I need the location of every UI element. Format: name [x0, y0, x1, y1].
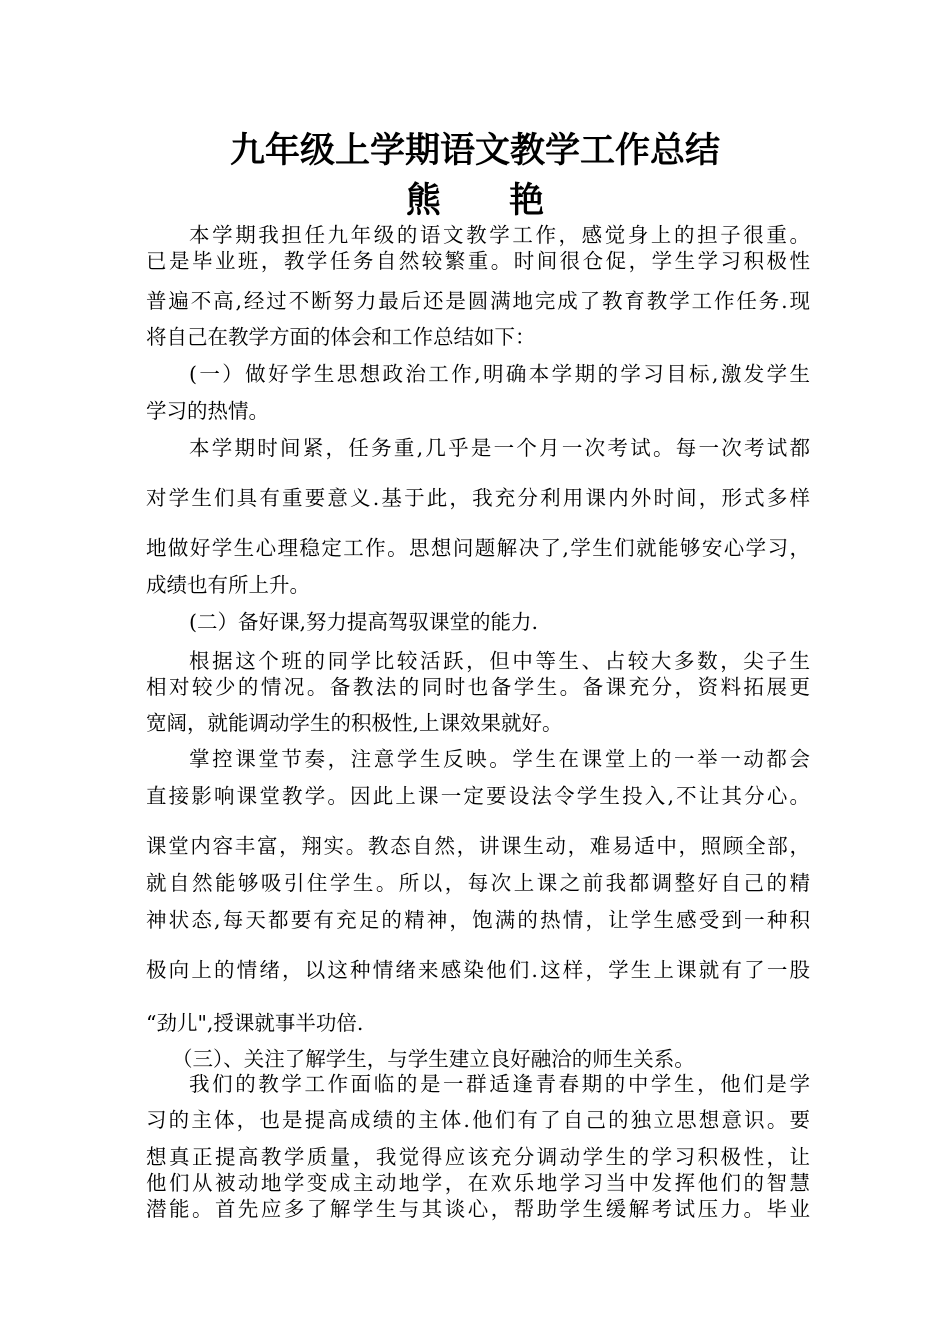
section-heading-line: 学习的热情。: [146, 399, 269, 423]
section-heading-line: (二）备好课,努力提高驾驭课堂的能力.: [189, 610, 539, 634]
paragraph-line: 已是毕业班，教学任务自然较繁重。时间很仓促，学生学习积极性: [146, 249, 810, 273]
paragraph-line: 想真正提高教学质量，我觉得应该充分调动学生的学习积极性，让: [146, 1145, 810, 1169]
paragraph-line: 对学生们具有重要意义.基于此，我充分利用课内外时间，形式多样: [146, 486, 810, 510]
document-title: 九年级上学期语文教学工作总结: [229, 130, 720, 171]
paragraph-line: 根据这个班的同学比较活跃，但中等生、占较大多数，尖子生: [189, 649, 810, 673]
paragraph-line: 掌控课堂节奏，注意学生反映。学生在课堂上的一举一动都会: [189, 747, 810, 771]
paragraph-line: 直接影响课堂教学。因此上课一定要设法令学生投入,不让其分心。: [146, 784, 810, 808]
paragraph-line: 习的主体，也是提高成绩的主体.他们有了自己的独立思想意识。要: [146, 1108, 810, 1132]
paragraph-line: 就自然能够吸引住学生。所以，每次上课之前我都调整好自己的精: [146, 871, 810, 895]
paragraph-line: 成绩也有所上升。: [146, 573, 310, 597]
paragraph-line: 本学期我担任九年级的语文教学工作，感觉身上的担子很重。: [189, 223, 810, 247]
paragraph-line: 相对较少的情况。备教法的同时也备学生。备课充分，资料拓展更: [146, 675, 810, 699]
section-heading-line: (一）做好学生思想政治工作,明确本学期的学习目标,激发学生: [189, 362, 810, 386]
paragraph-line: “劲儿",授课就事半功倍.: [146, 1011, 364, 1035]
section-heading-line: （三）、关注了解学生，与学生建立良好融洽的师生关系。: [172, 1047, 695, 1071]
paragraph-line: 极向上的情绪，以这种情绪来感染他们.这样，学生上课就有了一股: [146, 958, 810, 982]
paragraph-line: 本学期时间紧，任务重,几乎是一个月一次考试。每一次考试都: [189, 436, 810, 460]
paragraph-line: 宽阔，就能调动学生的积极性,上课效果就好。: [146, 711, 563, 735]
paragraph-line: 我们的教学工作面临的是一群适逢青春期的中学生，他们是学: [189, 1072, 810, 1096]
paragraph-line: 他们从被动地学变成主动地学，在欢乐地学习当中发挥他们的智慧: [146, 1171, 810, 1195]
paragraph-line: 普遍不高,经过不断努力最后还是圆满地完成了教育教学工作任务.现: [146, 289, 810, 313]
paragraph-line: 将自己在教学方面的体会和工作总结如下：: [146, 325, 536, 349]
paragraph-line: 地做好学生心理稳定工作。思想问题解决了,学生们就能够安心学习，: [146, 536, 810, 560]
paragraph-line: 课堂内容丰富，翔实。教态自然，讲课生动，难易适中，照顾全部，: [146, 834, 810, 858]
document-author: 熊 艳: [405, 180, 573, 221]
paragraph-line: 潜能。首先应多了解学生与其谈心，帮助学生缓解考试压力。毕业: [146, 1197, 810, 1221]
paragraph-line: 神状态,每天都要有充足的精神，饱满的热情，让学生感受到一种积: [146, 908, 810, 932]
